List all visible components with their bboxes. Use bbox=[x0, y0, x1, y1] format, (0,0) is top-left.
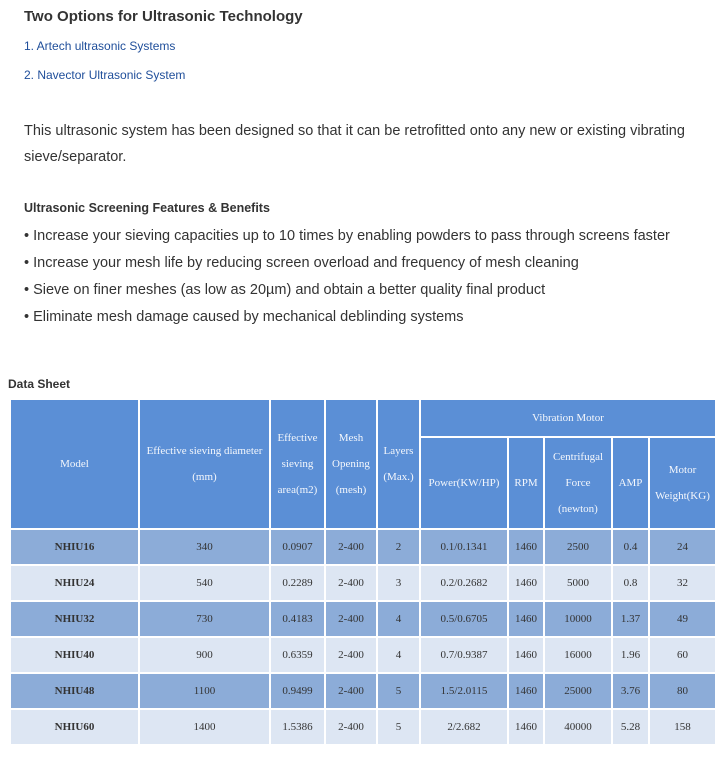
link-navector-ultrasonic[interactable]: 2. Navector Ultrasonic System bbox=[24, 68, 186, 82]
feature-item: • Increase your sieving capacities up to 10 times by enabling powders to pass through screens faster bbox=[24, 228, 670, 244]
cell-rpm: 1460 bbox=[508, 637, 544, 673]
table-row bbox=[10, 637, 716, 673]
cell-weight: 158 bbox=[649, 709, 716, 745]
cell-area: 0.2289 bbox=[270, 565, 325, 601]
features-list bbox=[24, 223, 670, 331]
cell-mesh: 2-400 bbox=[325, 673, 377, 709]
feature-item: • Eliminate mesh damage caused by mechanical deblinding systems bbox=[24, 309, 464, 325]
cell-model: NHIU60 bbox=[10, 709, 139, 745]
cell-amp: 0.4 bbox=[612, 529, 649, 565]
cell-weight: 24 bbox=[649, 529, 716, 565]
cell-weight: 32 bbox=[649, 565, 716, 601]
cell-diameter: 900 bbox=[139, 637, 270, 673]
features-title: Ultrasonic Screening Features & Benefits bbox=[24, 201, 270, 215]
header-model: Model bbox=[10, 399, 139, 529]
header-amp: AMP bbox=[612, 437, 649, 529]
cell-force: 2500 bbox=[544, 529, 612, 565]
cell-area: 0.4183 bbox=[270, 601, 325, 637]
data-sheet-title: Data Sheet bbox=[8, 377, 71, 391]
table-row bbox=[10, 673, 716, 709]
cell-power: 0.1/0.1341 bbox=[420, 529, 508, 565]
cell-force: 25000 bbox=[544, 673, 612, 709]
cell-area: 0.9499 bbox=[270, 673, 325, 709]
header-effective-area: Effective sieving area(m2) bbox=[270, 399, 325, 529]
header-power: Power(KW/HP) bbox=[420, 437, 508, 529]
header-rpm: RPM bbox=[508, 437, 544, 529]
cell-layers: 4 bbox=[377, 601, 420, 637]
cell-area: 0.0907 bbox=[270, 529, 325, 565]
cell-weight: 80 bbox=[649, 673, 716, 709]
header-effective-diameter: Effective sieving diameter (mm) bbox=[139, 399, 270, 529]
intro-paragraph: This ultrasonic system has been designed so that it can be retrofitted onto any new or existing vibrating sieve/separator. bbox=[24, 123, 685, 165]
header-layers: Layers (Max.) bbox=[377, 399, 420, 529]
cell-diameter: 1100 bbox=[139, 673, 270, 709]
cell-layers: 5 bbox=[377, 709, 420, 745]
cell-model: NHIU48 bbox=[10, 673, 139, 709]
page-heading: Two Options for Ultrasonic Technology bbox=[24, 8, 303, 25]
cell-force: 16000 bbox=[544, 637, 612, 673]
cell-diameter: 340 bbox=[139, 529, 270, 565]
cell-model: NHIU40 bbox=[10, 637, 139, 673]
cell-diameter: 540 bbox=[139, 565, 270, 601]
feature-item: • Increase your mesh life by reducing screen overload and frequency of mesh cleaning bbox=[24, 255, 579, 271]
link-artech-ultrasonic[interactable]: 1. Artech ultrasonic Systems bbox=[24, 39, 176, 53]
cell-layers: 4 bbox=[377, 637, 420, 673]
cell-diameter: 730 bbox=[139, 601, 270, 637]
cell-power: 0.7/0.9387 bbox=[420, 637, 508, 673]
header-mesh-opening: Mesh Opening (mesh) bbox=[325, 399, 377, 529]
cell-power: 1.5/2.0115 bbox=[420, 673, 508, 709]
cell-layers: 5 bbox=[377, 673, 420, 709]
table-row bbox=[10, 601, 716, 637]
cell-power: 2/2.682 bbox=[420, 709, 508, 745]
cell-weight: 49 bbox=[649, 601, 716, 637]
cell-mesh: 2-400 bbox=[325, 709, 377, 745]
cell-model: NHIU24 bbox=[10, 565, 139, 601]
cell-area: 0.6359 bbox=[270, 637, 325, 673]
cell-amp: 3.76 bbox=[612, 673, 649, 709]
table-row bbox=[10, 709, 716, 745]
table-row bbox=[10, 529, 716, 565]
cell-layers: 2 bbox=[377, 529, 420, 565]
cell-amp: 0.8 bbox=[612, 565, 649, 601]
feature-item: • Sieve on finer meshes (as low as 20µm) and obtain a better quality final product bbox=[24, 282, 546, 298]
cell-power: 0.5/0.6705 bbox=[420, 601, 508, 637]
data-sheet-table bbox=[9, 398, 717, 746]
header-motor-weight: Motor Weight(KG) bbox=[649, 437, 716, 529]
table-row bbox=[10, 565, 716, 601]
cell-rpm: 1460 bbox=[508, 529, 544, 565]
cell-force: 10000 bbox=[544, 601, 612, 637]
cell-force: 5000 bbox=[544, 565, 612, 601]
cell-force: 40000 bbox=[544, 709, 612, 745]
cell-model: NHIU16 bbox=[10, 529, 139, 565]
cell-diameter: 1400 bbox=[139, 709, 270, 745]
header-vibration-motor: Vibration Motor bbox=[420, 399, 716, 437]
cell-rpm: 1460 bbox=[508, 601, 544, 637]
cell-mesh: 2-400 bbox=[325, 565, 377, 601]
cell-rpm: 1460 bbox=[508, 673, 544, 709]
cell-rpm: 1460 bbox=[508, 565, 544, 601]
cell-area: 1.5386 bbox=[270, 709, 325, 745]
cell-rpm: 1460 bbox=[508, 709, 544, 745]
cell-layers: 3 bbox=[377, 565, 420, 601]
cell-mesh: 2-400 bbox=[325, 529, 377, 565]
cell-amp: 1.96 bbox=[612, 637, 649, 673]
cell-power: 0.2/0.2682 bbox=[420, 565, 508, 601]
cell-amp: 5.28 bbox=[612, 709, 649, 745]
cell-weight: 60 bbox=[649, 637, 716, 673]
header-centrifugal-force: Centrifugal Force (newton) bbox=[544, 437, 612, 529]
cell-mesh: 2-400 bbox=[325, 637, 377, 673]
cell-mesh: 2-400 bbox=[325, 601, 377, 637]
cell-model: NHIU32 bbox=[10, 601, 139, 637]
cell-amp: 1.37 bbox=[612, 601, 649, 637]
